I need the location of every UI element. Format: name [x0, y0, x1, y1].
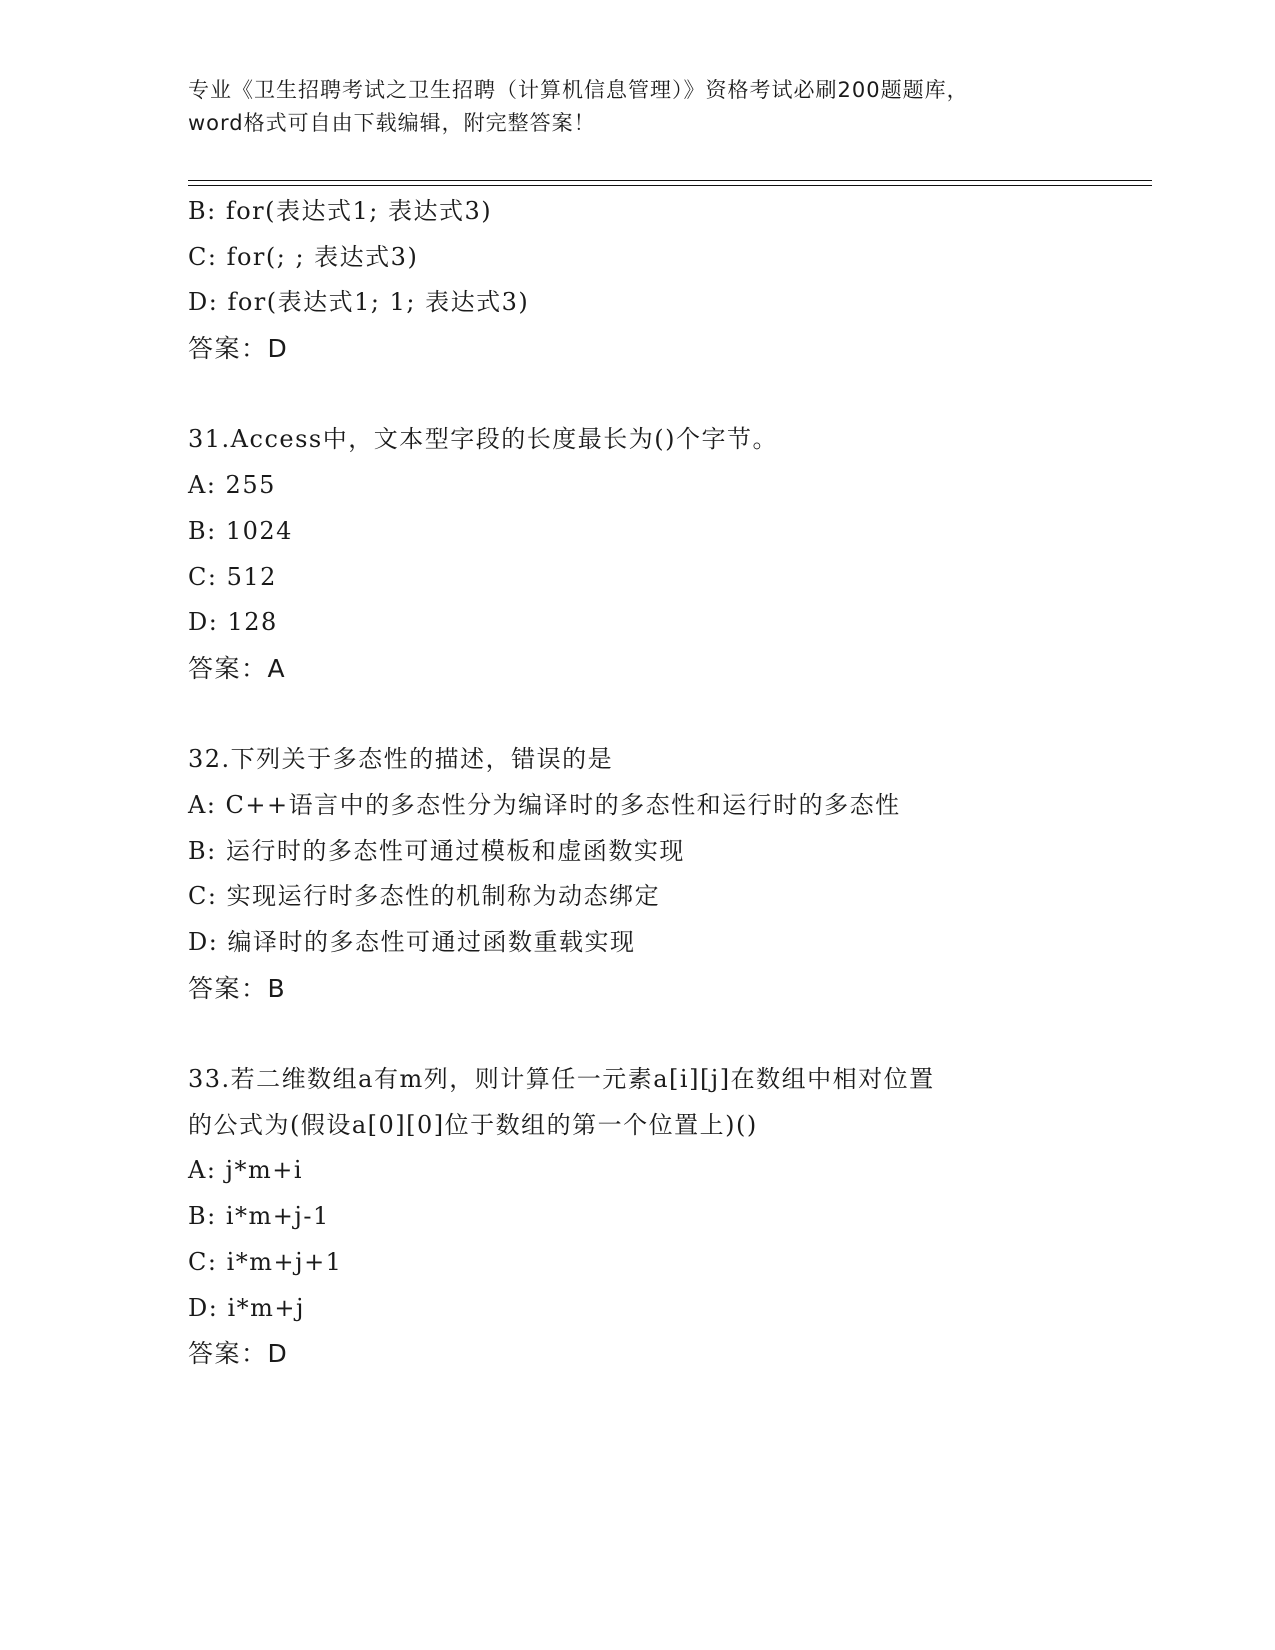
answer-label: 答案：A — [188, 653, 287, 683]
option-b: B: for(表达式1; 表达式3) — [188, 197, 493, 225]
option-b: B: i*m+j-1 — [188, 1202, 330, 1231]
question-33 — [188, 1057, 1148, 1377]
option-a: A: 255 — [188, 471, 276, 500]
option-d: D: i*m+j — [188, 1293, 305, 1322]
answer-label: 答案：D — [188, 334, 289, 364]
spacer — [188, 692, 1148, 738]
option-d: D: for(表达式1; 1; 表达式3) — [188, 288, 530, 317]
header-title-line-2: word格式可自由下载编辑，附完整答案！ — [188, 111, 596, 135]
question-stem-line-2: 的公式为(假设a[0][0]位于数组的第一个位置上)() — [188, 1110, 758, 1139]
spacer — [188, 1011, 1148, 1057]
question-stem: 31.Access中，文本型字段的长度最长为()个字节。 — [188, 425, 778, 454]
question-31 — [188, 417, 1148, 691]
option-c: C: 实现运行时多态性的机制称为动态绑定 — [188, 882, 661, 911]
option-b: B: 运行时的多态性可通过模板和虚函数实现 — [188, 836, 685, 865]
option-c: C: i*m+j+1 — [188, 1247, 343, 1276]
header-title-line-1: 专业《卫生招聘考试之卫生招聘（计算机信息管理）》资格考试必刷200题题库， — [188, 78, 969, 102]
spacer — [188, 372, 1148, 418]
answer-label: 答案：D — [188, 1339, 289, 1369]
option-c: C: 512 — [188, 562, 277, 591]
answer-label: 答案：B — [188, 973, 287, 1003]
option-c: C: for(; ; 表达式3) — [188, 242, 419, 271]
header-double-rule — [188, 180, 1152, 186]
document-header — [188, 74, 1108, 140]
option-d: D: 128 — [188, 608, 278, 637]
option-d: D: 编译时的多态性可通过函数重载实现 — [188, 928, 636, 956]
question-30-continued — [188, 189, 1148, 372]
option-a: A: j*m+i — [188, 1156, 304, 1185]
question-stem-line-1: 33.若二维数组a有m列，则计算任一元素a[i][j]在数组中相对位置 — [188, 1065, 935, 1094]
option-a: A: C++语言中的多态性分为编译时的多态性和运行时的多态性 — [188, 790, 901, 819]
question-list — [188, 189, 1148, 1377]
question-stem: 32.下列关于多态性的描述，错误的是 — [188, 745, 614, 774]
option-b: B: 1024 — [188, 516, 293, 545]
question-32 — [188, 737, 1148, 1011]
